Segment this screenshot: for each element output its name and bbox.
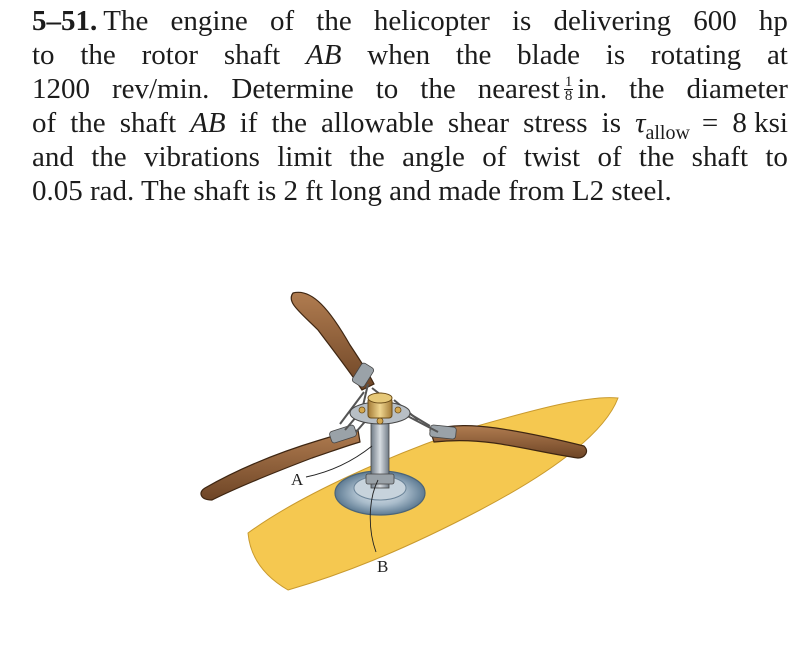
word: of — [482, 141, 507, 173]
equals-sign: = — [701, 107, 719, 139]
label-a: A — [291, 470, 304, 489]
word: the — [420, 73, 456, 105]
word: is — [601, 107, 621, 139]
word: the — [349, 141, 385, 173]
label-b: B — [377, 557, 389, 576]
word: the — [629, 73, 665, 105]
problem-number: 5–51. — [32, 5, 98, 37]
word: to — [375, 73, 399, 105]
hub-bolt — [377, 418, 383, 424]
word: the — [91, 141, 127, 173]
word: and — [32, 141, 74, 173]
word: 1200 — [32, 73, 90, 105]
word: the — [271, 107, 307, 139]
fraction-numerator: 1 — [564, 73, 573, 90]
word: of — [269, 5, 295, 37]
word: rotor — [141, 39, 198, 71]
word: is — [605, 39, 626, 71]
word: shear — [447, 107, 510, 139]
shaft-lower-collar — [366, 474, 394, 484]
word: stress — [523, 107, 588, 139]
blade-grip-right — [429, 425, 456, 440]
word: the — [70, 107, 106, 139]
hub-bolt — [395, 407, 401, 413]
word: diameter — [686, 73, 788, 105]
word: shaft — [223, 39, 281, 71]
word: to — [765, 141, 788, 173]
line-text: 0.05 rad. The shaft is 2 ft long and made from L2 steel. — [32, 175, 672, 207]
allowable-stress-value: 8 ksi — [732, 107, 788, 139]
shaft-name: AB — [306, 39, 342, 71]
word: in. — [577, 73, 608, 105]
word: of — [32, 107, 57, 139]
tau-symbol: τ — [635, 107, 646, 139]
word: hp — [758, 5, 788, 37]
word: the — [638, 141, 675, 173]
word: shaft — [691, 141, 749, 173]
word: when — [367, 39, 431, 71]
word: delivering — [553, 5, 672, 37]
word: at — [766, 39, 788, 71]
hub-top — [368, 393, 392, 403]
word: limit — [277, 141, 333, 173]
word: the — [455, 39, 492, 71]
fraction-denominator: 8 — [564, 87, 573, 104]
word: helicopter — [373, 5, 490, 37]
word: of — [597, 141, 622, 173]
word: rev/min. — [111, 73, 210, 105]
shaft-name: AB — [190, 107, 226, 139]
word: if — [239, 107, 258, 139]
hub-bolt — [359, 407, 365, 413]
word: the — [80, 39, 116, 71]
word: allowable — [321, 107, 434, 139]
word: is — [512, 5, 532, 37]
word: the — [316, 5, 352, 37]
word: rotating — [650, 39, 742, 71]
word: blade — [517, 39, 580, 71]
word: The — [103, 5, 149, 37]
word: nearest — [477, 73, 560, 105]
word: 600 — [693, 5, 737, 37]
word: engine — [170, 5, 248, 37]
word: vibrations — [143, 141, 260, 173]
word: twist — [523, 141, 581, 173]
word: angle — [402, 141, 465, 173]
tau-subscript: allow — [645, 122, 690, 144]
word: to — [32, 39, 55, 71]
word: Determine — [231, 73, 354, 105]
word: shaft — [119, 107, 177, 139]
